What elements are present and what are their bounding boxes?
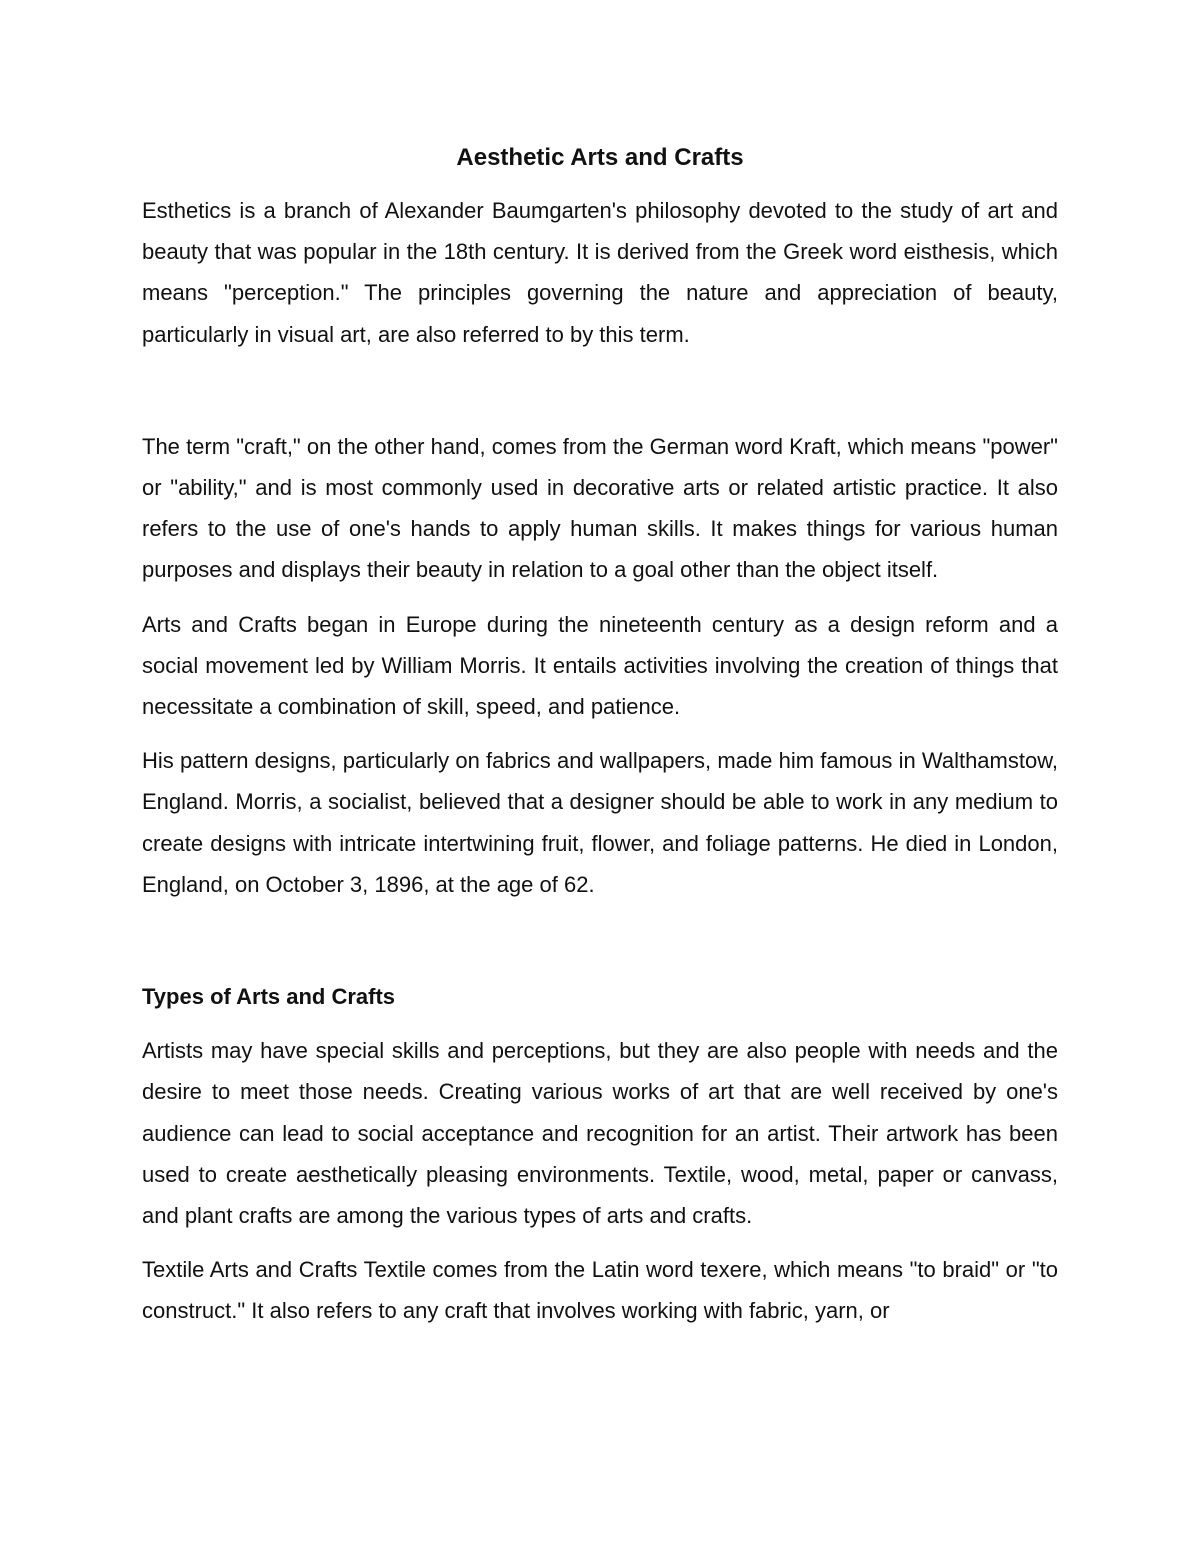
spacer bbox=[142, 905, 1058, 976]
document-content bbox=[142, 138, 1058, 1332]
spacer bbox=[142, 591, 1058, 604]
document-title: Aesthetic Arts and Crafts bbox=[456, 144, 744, 171]
paragraph-craft-term: The term "craft," on the other hand, comes from the German word Kraft, which means "power" or "ability," and is most commonly used in decorative arts or related artistic practice. It also refers to the use of one's hands to apply human skills. It makes things for various human purposes and displays their beauty in relation to a goal other than the object itself. bbox=[142, 433, 1058, 583]
spacer bbox=[142, 727, 1058, 740]
paragraph-esthetics: Esthetics is a branch of Alexander Baumgarten's philosophy devoted to the study of art and beauty that was popular in the 18th century. It is derived from the Greek word eisthesis, which means "perception." The principles governing the nature and appreciation of beauty, particularly in visual art, are also referred to by this term. bbox=[142, 198, 1058, 347]
spacer bbox=[142, 355, 1058, 426]
paragraph-arts-and-crafts-origin: Arts and Crafts began in Europe during the nineteenth century as a design reform and a social movement led by William Morris. It entails activities involving the creation of things that necessitate a combination of skill, speed, and patience. bbox=[142, 611, 1058, 720]
paragraph-william-morris: His pattern designs, particularly on fabrics and wallpapers, made him famous in Walthamstow, England. Morris, a socialist, believed that a designer should be able to work in any medium to create designs with intricate intertwining fruit, flower, and foliage patterns. He died in London, England, on October 3, 1896, at the age of 62. bbox=[142, 748, 1058, 897]
section-heading-types: Types of Arts and Crafts bbox=[142, 984, 396, 1010]
paragraph-artists-needs: Artists may have special skills and perceptions, but they are also people with needs and the desire to meet those needs. Creating various works of art that are well received by one's audience can lead to social acceptance and recognition for an artist. Their artwork has been used to create aesthetically pleasing environments. Textile, wood, metal, paper or canvass, and plant crafts are among the various types of arts and crafts. bbox=[142, 1038, 1058, 1229]
paragraph-textile-arts: Textile Arts and Crafts Textile comes from the Latin word texere, which means "to braid" or "to construct." It also refers to any craft that involves working with fabric, yarn, or bbox=[142, 1257, 1058, 1324]
spacer bbox=[142, 1236, 1058, 1249]
spacer bbox=[142, 1017, 1058, 1030]
spacer bbox=[142, 178, 1058, 190]
